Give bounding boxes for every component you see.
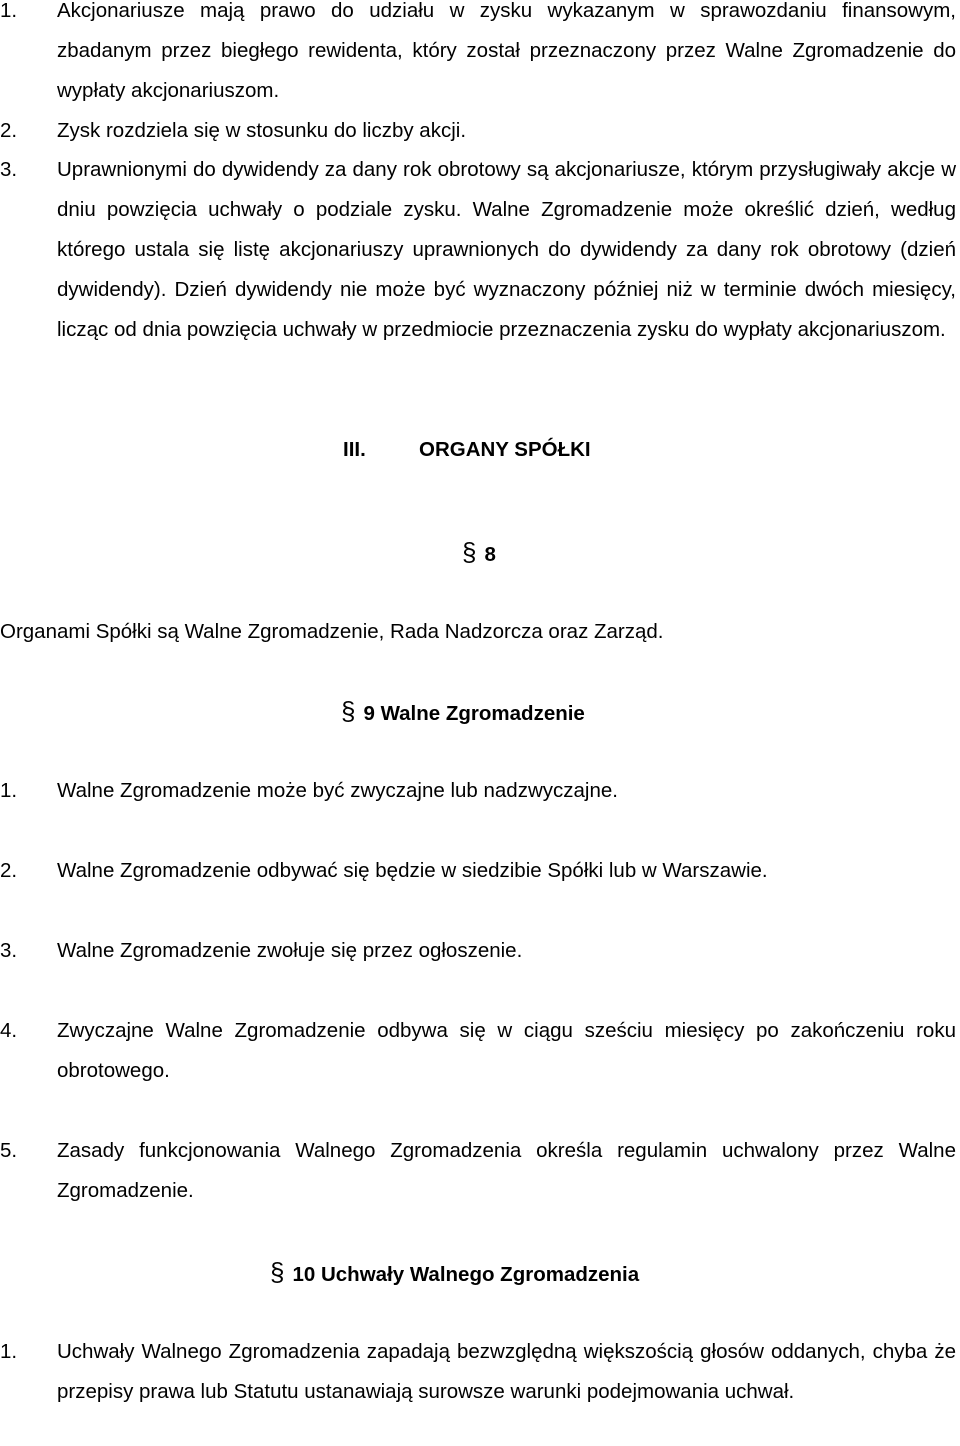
- item-number: 1.: [0, 0, 18, 22]
- list-item: [0, 0, 956, 111]
- item-text: Uprawnionymi do dywidendy za dany rok obrotowy są akcjonariusze, którym przysługiwały akcje w dniu powzięcia uchwały o podziale zysku. Walne Zgromadzenie może określić dzień, według którego ustala się listę akcjonariuszy uprawnionych do dywidendy za dany rok obrotowy (dzień dywidendy). Dzień dywidendy nie może być wyznaczony później niż w terminie dwóch miesięcy, licząc od dnia powzięcia uchwały w przedmiocie przeznaczenia zysku do wypłaty akcjonariuszom.: [57, 158, 956, 341]
- item-text: Zysk rozdziela się w stosunku do liczby akcji.: [57, 119, 467, 142]
- list-item: [0, 851, 956, 891]
- section-heading: [0, 438, 960, 478]
- paragraph-symbol: §: [270, 1257, 285, 1287]
- section-number: III.: [343, 438, 366, 461]
- item-text: Zasady funkcjonowania Walnego Zgromadzenia określa regulamin uchwalony przez Walne Zgromadzenie.: [57, 1139, 956, 1202]
- item-number: 1.: [0, 1340, 18, 1363]
- item-number: 1.: [0, 779, 18, 802]
- paragraph-label: 9 Walne Zgromadzenie: [363, 702, 585, 725]
- item-text: Walne Zgromadzenie może być zwyczajne lub nadzwyczajne.: [57, 779, 618, 802]
- paragraph-heading: [341, 691, 585, 734]
- item-text: Walne Zgromadzenie zwołuje się przez ogłoszenie.: [57, 939, 523, 962]
- item-number: 4.: [0, 1019, 18, 1042]
- list-item: [0, 1332, 956, 1412]
- list-item: [0, 111, 956, 151]
- paragraph-label: 8: [484, 543, 496, 566]
- item-number: 3.: [0, 158, 18, 181]
- list-item: [0, 1131, 956, 1211]
- list-item: [0, 771, 956, 811]
- paragraph-heading: [462, 532, 496, 575]
- item-text: Akcjonariusze mają prawo do udziału w zysku wykazanym w sprawozdaniu finansowym, zbadanym przez biegłego rewidenta, który został przeznaczony przez Walne Zgromadzenie do wypłaty akcjonariuszom.: [57, 0, 956, 102]
- organs-text: Organami Spółki są Walne Zgromadzenie, Rada Nadzorcza oraz Zarząd.: [0, 620, 664, 643]
- item-text: Zwyczajne Walne Zgromadzenie odbywa się w ciągu sześciu miesięcy po zakończeniu roku obrotowego.: [57, 1019, 956, 1082]
- item-text: Uchwały Walnego Zgromadzenia zapadają bezwzględną większością głosów oddanych, chyba że przepisy prawa lub Statutu ustanawiają surowsze warunki podejmowania uchwał.: [57, 1340, 956, 1403]
- paragraph-label: 10 Uchwały Walnego Zgromadzenia: [292, 1263, 640, 1286]
- item-number: 5.: [0, 1139, 18, 1162]
- paragraph-symbol: §: [341, 696, 356, 726]
- section-title: ORGANY SPÓŁKI: [419, 438, 591, 461]
- list-item: [0, 1011, 956, 1091]
- list-item: [0, 931, 956, 971]
- item-number: 2.: [0, 859, 18, 882]
- paragraph-symbol: §: [462, 537, 477, 567]
- item-text: Walne Zgromadzenie odbywać się będzie w siedzibie Spółki lub w Warszawie.: [57, 859, 768, 882]
- item-number: 3.: [0, 939, 18, 962]
- paragraph-heading: [270, 1252, 639, 1295]
- list-item: [0, 150, 956, 350]
- item-number: 2.: [0, 119, 18, 142]
